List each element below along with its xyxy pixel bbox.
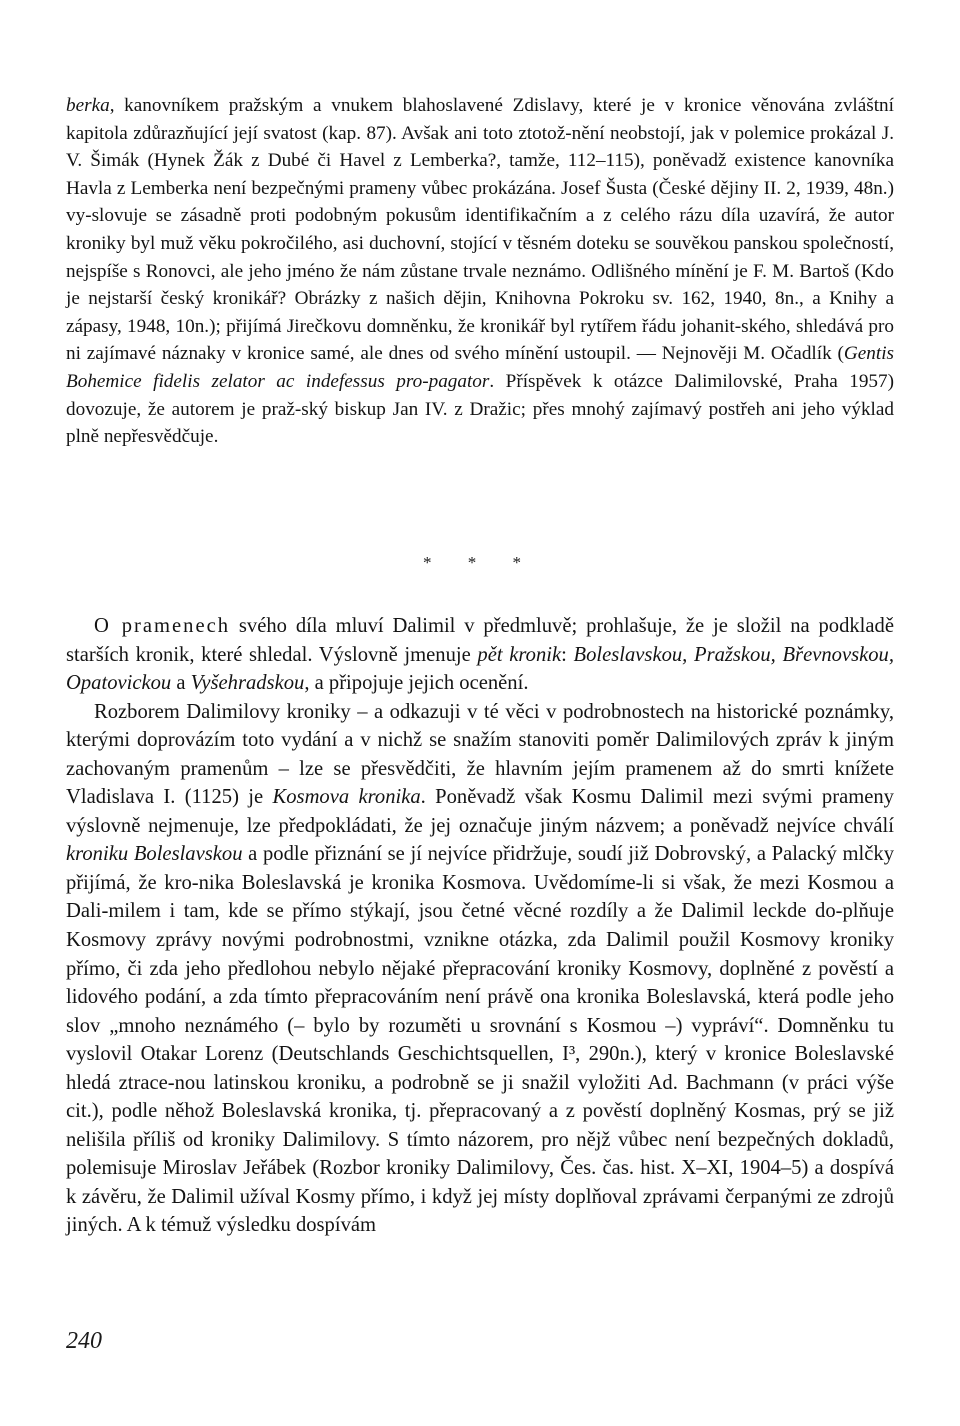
page-number: 240 [66, 1328, 102, 1354]
footnote-paragraph [66, 92, 894, 451]
italic-run: pět kronik [477, 643, 562, 666]
footnote-text [66, 92, 894, 451]
text-run: a podle přiznání se jí nejvíce přidržuje, soudí již Dobrovský, a Palacký mlčky přijímá, že kro-nika Boleslavská je kronika Kosmova. Uvědomíme-li si však, že mezi Kosmou a Dali-milem i tam, kde se přímo stýkají, jsou četné věcné rozdíly a že Dalimil leckde do-plňuje Kosmovy zprávy novými podrobnostmi, vznikne otázka, zda Dalimil použil Kosmovy kroniky přímo, či zda jeho předlohou nebylo nějaké přepracování kroniky Kosmovy, doplněné z pověstí a lidového podání, a zda tímto přepracováním není právě ona kronika Boleslavská, která podle jeho slov „mnoho neznámého (– bylo by rozuměti u srovnání s Kosmou –) vypráví“. Domněnku tu vyslovil Otakar Lorenz (Deutschlands Geschichtsquellen, I³, 290n.), který v kronice Boleslavské hledá ztrace-nou latinskou kroniku, a podrobně se ji snažil vyložiti Ad. Bachmann (v práci výše cit.), podle něhož Boleslavská kronika, tj. přepracovaný a z pověstí doplněný Kosmas, prý se již nelišila příliš od kroniky Dalimilovy. S tímto názorem, pro nějž vůbec není bezpečných dokladů, polemisuje Miroslav Jeřábek (Rozbor kroniky Dalimilovy, Čes. čas. hist. X–XI, 1904–5) a dospívá k závěru, že Dalimil užíval Kosmy přímo, i když jej místy doplňoval zprávami čerpanými ze zdrojů jiných. A k témuž výsledku dospívám [66, 843, 894, 1237]
italic-run: kroniku Boleslavskou [66, 843, 243, 866]
text-run: a [171, 672, 191, 695]
italic-run: berka [66, 95, 110, 116]
italic-run: Vyšehradskou [190, 672, 305, 695]
text-run: , a připojuje jejich ocenění. [304, 672, 529, 695]
text-run: : [561, 643, 574, 666]
italic-run: Gentis Bohemice fidelis zelator ac indefessus pro-pagator [66, 343, 894, 392]
italic-run: Boleslavskou, Pražskou, Břevnovskou, Opatovickou [66, 643, 894, 695]
italic-run: Kosmova kronika [272, 786, 421, 809]
section-separator: * * * [423, 553, 537, 572]
main-text [66, 612, 894, 1240]
text-run: Rozborem Dalimilovy kroniky – a odkazuji v té věci v podrobnostech na historické poznámky, kterými doprovázím toto vydání a v nichž se snažím stanoviti poměr Dalimilových zpráv k jiným zachovaným pramenům – lze se přesvědčiti, že hlavním jejím pramenem až do smrti knížete Vladislava I. (1125) je [66, 700, 894, 809]
text-run: . Poněvadž však Kosmu Dalimil mezi svými prameny výslovně nejmenuje, lze předpokládati, že jej označuje jiným názvem; a poněvadž nejvíce chválí [66, 786, 894, 837]
paragraph-sources [66, 612, 894, 698]
paragraph-analysis [66, 698, 894, 1240]
text-run: . Příspěvek k otázce Dalimilovské, Praha 1957) dovozuje, že autorem je praž-ský biskup Jan IV. z Dražic; přes mnohý zajímavý postřeh ani jeho výklad plně nepřesvědčuje. [66, 370, 894, 448]
text-run: O pramenech [94, 615, 231, 637]
text-run: svého díla mluví Dalimil v předmluvě; prohlašuje, že je složil na podkladě starších kronik, které shledal. Výslovně jmenuje [66, 615, 894, 666]
text-run: , kanovníkem pražským a vnukem blahoslavené Zdislavy, které je v kronice věnována zvláštní kapitola zdůrazňující její svatost (kap. 87). Avšak ani toto ztotož-nění neobstojí, jak v polemice prokázal J. V. Šimák (Hynek Žák z Dubé či Havel z Lemberka?, tamže, 112–115), poněvadž existence kanovníka Havla z Lemberka není bezpečnými prameny vůbec prokázána. Josef Šusta (České dějiny II. 2, 1939, 48n.) vy-slovuje se zásadně proti podobným pokusům identifikačním a z celého rázu díla uzavírá, že autor kroniky byl muž věku pokročilého, asi duchovní, stojící v těsném doteku se souvěkou panskou společností, nejspíše s Ronovci, ale jeho jméno že nám zůstane trvale neznámo. Odlišného mínění je F. M. Bartoš (Kdo je nejstarší český kronikář? Obrázky z našich dějin, Knihovna Pokroku sv. 162, 1940, 8n., a Knihy a zápasy, 1948, 10n.); přijímá Jirečkovu domněnku, že kronikář byl rytířem řádu johanit-ského, shledává pro ni zajímavé náznaky v kronice samé, ale dnes od svého mínění ustoupil. — Nejnověji M. Očadlík ( [66, 95, 894, 365]
